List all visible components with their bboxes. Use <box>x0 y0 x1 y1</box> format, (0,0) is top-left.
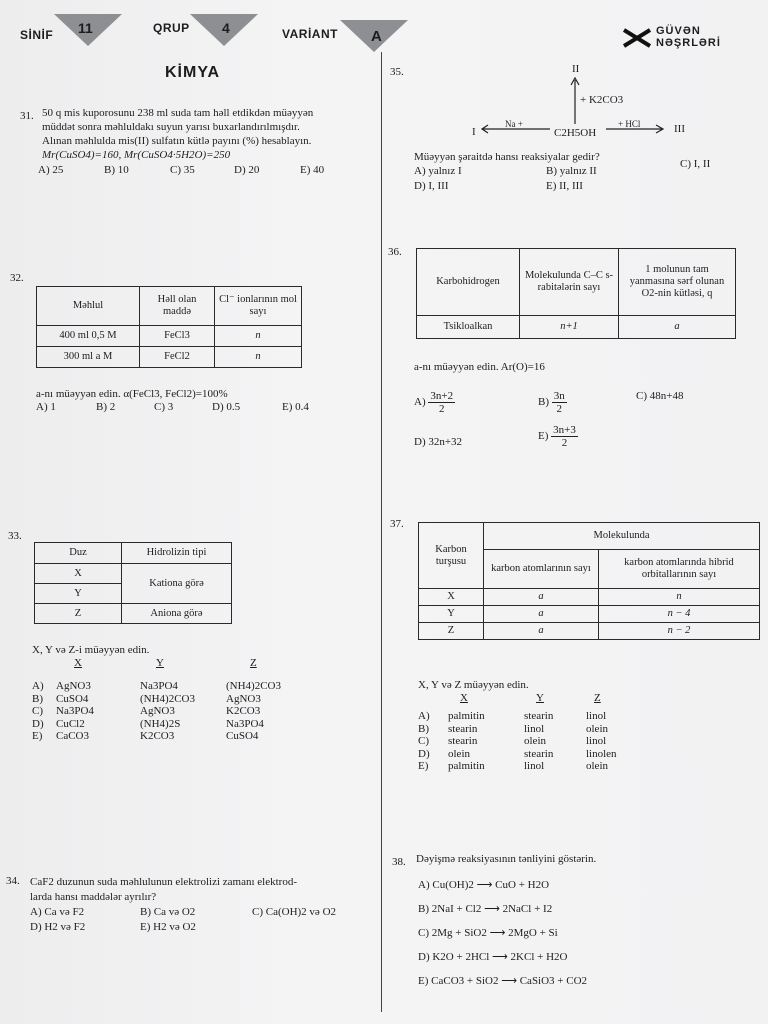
q37-letter[interactable]: C) <box>418 735 429 747</box>
q37-cell: n − 4 <box>599 606 760 623</box>
q37-z-value: linol <box>586 735 607 747</box>
q36-option-b-fraction <box>552 390 567 415</box>
q35-center: C2H5OH <box>554 127 597 139</box>
q33-col-header-z: Z <box>250 657 257 669</box>
q38-option-a[interactable]: A) Cu(OH)2 ⟶ CuO + H2O <box>418 879 550 891</box>
qrup-value: 4 <box>222 20 230 36</box>
q36-table <box>416 248 736 339</box>
q31-number: 31. <box>20 110 34 122</box>
q37-x-value: palmitin <box>448 710 485 722</box>
q38-option-e[interactable]: E) CaCO3 + SiO2 ⟶ CaSiO3 + CO2 <box>418 975 588 987</box>
q33-type-anion: Aniona görə <box>122 604 232 624</box>
q35-right-reagent: + HCl <box>618 119 641 129</box>
q33-row-z: Z <box>35 604 122 624</box>
q37-number: 37. <box>390 518 404 530</box>
brand-line1: GÜVƏN <box>656 25 701 37</box>
q36-cell: n+1 <box>520 316 619 339</box>
q36-option-e[interactable] <box>538 424 578 449</box>
q36-prompt: a-nı müəyyən edin. Ar(O)=16 <box>414 361 545 373</box>
q33-y-value: Na3PO4 <box>140 680 178 692</box>
q37-y-value: stearin <box>524 747 554 760</box>
q33-y-value: K2CO3 <box>140 730 175 742</box>
q32-option-a[interactable]: A) 1 <box>36 401 56 413</box>
q31-line3: Alınan məhlulda mis(II) sulfatın kütlə payını (%) hesablayın. <box>42 135 312 147</box>
q33-row-y: Y <box>35 584 122 604</box>
q35-up-arrow-icon <box>570 76 580 126</box>
q37-z-value: olein <box>586 760 608 772</box>
q33-z-value: K2CO3 <box>226 705 261 717</box>
column-divider <box>381 52 382 1012</box>
q37-cell: X <box>419 589 484 606</box>
q33-letters <box>32 680 44 743</box>
q36-option-a[interactable] <box>414 390 455 415</box>
q37-header-group: Molekulunda <box>484 523 760 550</box>
q37-letter[interactable]: A) <box>418 710 430 722</box>
q32-header-ion: Cl⁻ ionlarının mol sayı <box>215 287 302 326</box>
q33-y-value: (NH4)2CO3 <box>140 692 195 705</box>
q37-header-acid: Karbon turşusu <box>419 523 484 589</box>
q37-x-value: stearin <box>448 735 478 747</box>
q37-col-header-z: Z <box>594 692 601 704</box>
q33-x-value: CaCO3 <box>56 730 89 742</box>
q34-option-b[interactable]: B) Ca və O2 <box>140 906 196 918</box>
q36-option-b[interactable] <box>538 390 567 415</box>
q36-e-num: 3n+3 <box>553 424 576 436</box>
q36-b-num: 3n <box>553 390 565 402</box>
q33-y-value: (NH4)2S <box>140 717 181 730</box>
q33-z-value: CuSO4 <box>226 730 259 742</box>
q37-cell: Z <box>419 623 484 640</box>
q33-row-x: X <box>35 564 122 584</box>
q36-option-e-label: E) <box>538 430 549 443</box>
q36-option-e-fraction <box>551 424 578 449</box>
q31-option-b[interactable]: B) 10 <box>104 164 129 176</box>
q37-header-orbitals: karbon atomlarında hibrid orbitallarının sayı <box>599 550 760 589</box>
subject-title: KİMYA <box>165 64 221 81</box>
q37-cell: n − 2 <box>599 623 760 640</box>
q37-cell: a <box>484 606 599 623</box>
q33-z-value: Na3PO4 <box>226 717 264 730</box>
q32-option-c[interactable]: C) 3 <box>154 401 174 413</box>
q37-x-value: olein <box>448 747 470 760</box>
q37-z-value: linol <box>586 710 607 722</box>
q36-option-a-fraction <box>428 390 455 415</box>
q34-option-c[interactable]: C) Ca(OH)2 və O2 <box>252 906 337 918</box>
q37-cell: a <box>484 623 599 640</box>
q33-letter[interactable]: D) <box>32 717 44 730</box>
q33-z-value: (NH4)2CO3 <box>226 680 281 692</box>
q35-number: 35. <box>390 66 404 78</box>
q32-option-e[interactable]: E) 0.4 <box>282 401 309 413</box>
q36-number: 36. <box>388 246 402 258</box>
q35-option-c[interactable]: C) I, II <box>680 158 711 170</box>
q37-cell: n <box>599 589 760 606</box>
q33-header-type: Hidrolizin tipi <box>122 543 232 564</box>
q36-option-c[interactable]: C) 48n+48 <box>636 390 684 402</box>
q37-z-value: linolen <box>586 747 617 760</box>
q31-line1: 50 q mis kuporosunu 238 ml suda tam həll etdikdən müəyyən <box>42 107 314 119</box>
q34-line1: CaF2 duzunun suda məhlulunun elektrolizi zamanı elektrod- <box>30 876 297 888</box>
q36-header-oxygen: 1 molunun tam yanmasına sərf olunan O2-nin kütləsi, q <box>619 249 736 316</box>
q38-option-d[interactable]: D) K2O + 2HCl ⟶ 2KCl + H2O <box>418 951 568 963</box>
q37-letter[interactable]: E) <box>418 760 429 772</box>
q34-option-d[interactable]: D) H2 və F2 <box>30 921 86 933</box>
q34-line2: larda hansı maddələr ayrılır? <box>30 891 157 903</box>
q31-line4: Mr(CuSO4)=160, Mr(CuSO4·5H2O)=250 <box>42 149 231 161</box>
q37-letter[interactable]: D) <box>418 747 430 760</box>
q33-letter[interactable]: A) <box>32 680 44 692</box>
qrup-label: QRUP <box>153 21 190 35</box>
q35-right-arrow-icon <box>604 124 666 134</box>
q35-option-a[interactable]: A) yalnız I <box>414 165 462 177</box>
q36-option-a-label: A) <box>414 396 426 409</box>
q31-option-a[interactable]: A) 25 <box>38 164 64 176</box>
q35-prompt: Müəyyən şəraitdə hansı reaksiyalar gedir? <box>414 151 600 163</box>
q32-cell: 400 ml 0,5 M <box>37 326 140 347</box>
q38-option-c[interactable]: C) 2Mg + SiO2 ⟶ 2MgO + Si <box>418 927 558 939</box>
q33-letter[interactable]: B) <box>32 692 43 705</box>
q35-option-e[interactable]: E) II, III <box>546 180 583 192</box>
q33-col-header-x: X <box>74 657 82 669</box>
q35-left-arrow-icon <box>480 124 552 134</box>
q36-cell: a <box>619 316 736 339</box>
q33-col-y <box>140 680 195 743</box>
q36-option-d[interactable]: D) 32n+32 <box>414 436 463 448</box>
q37-col-z <box>586 710 617 773</box>
variant-label: VARİANT <box>282 27 338 41</box>
brand-line2: NƏŞRLƏRİ <box>656 37 721 49</box>
q34-number: 34. <box>6 875 20 887</box>
q33-type-cation: Kationa görə <box>122 564 232 604</box>
q37-table <box>418 522 760 640</box>
q32-cell: n <box>215 326 302 347</box>
q32-number: 32. <box>10 272 24 284</box>
q32-cell: 300 ml a M <box>37 347 140 368</box>
q35-option-b[interactable]: B) yalnız II <box>546 165 597 177</box>
q33-header-duz: Duz <box>35 543 122 564</box>
q33-x-value: Na3PO4 <box>56 705 94 717</box>
q37-z-value: olein <box>586 722 608 735</box>
q37-cell: Y <box>419 606 484 623</box>
q38-prompt: Dəyişmə reaksiyasının tənliyini göstərin. <box>416 853 597 865</box>
q36-header-hydrocarbon: Karbohidrogen <box>417 249 520 316</box>
q33-col-z <box>226 680 281 743</box>
q37-col-header-y: Y <box>536 692 544 704</box>
q35-top-reagent: + K2CO3 <box>580 94 624 106</box>
brand-logo-icon <box>622 28 652 48</box>
q32-option-d[interactable]: D) 0.5 <box>212 401 241 413</box>
q32-cell: FeCl3 <box>140 326 215 347</box>
q38-option-b[interactable]: B) 2NaI + Cl2 ⟶ 2NaCl + I2 <box>418 903 553 915</box>
q33-prompt: X, Y və Z-i müəyyən edin. <box>32 644 150 656</box>
q33-col-x <box>56 680 94 743</box>
q33-z-value: AgNO3 <box>226 692 261 705</box>
q32-table <box>36 286 302 368</box>
q34-option-a[interactable]: A) Ca və F2 <box>30 906 85 918</box>
q36-header-bonds: Molekulunda C–C s-rabitələrin sayı <box>520 249 619 316</box>
q38-number: 38. <box>392 856 406 868</box>
q36-cell: Tsikloalkan <box>417 316 520 339</box>
q32-cell: n <box>215 347 302 368</box>
q37-letters <box>418 710 430 773</box>
q36-b-den: 2 <box>556 403 562 415</box>
q37-header-carbons: karbon atomlarının sayı <box>484 550 599 589</box>
q37-y-value: stearin <box>524 710 554 722</box>
q33-letter[interactable]: E) <box>32 730 43 742</box>
q37-x-value: stearin <box>448 722 478 735</box>
q33-y-value: AgNO3 <box>140 705 175 717</box>
q37-prompt: X, Y və Z müəyyən edin. <box>418 679 529 691</box>
q32-prompt: a-nı müəyyən edin. α(FeCl3, FeCl2)=100% <box>36 388 228 400</box>
q32-header-mehlul: Məhlul <box>37 287 140 326</box>
q32-cell: FeCl2 <box>140 347 215 368</box>
sinif-label: SİNİF <box>20 28 54 42</box>
q33-x-value: CuCl2 <box>56 717 85 730</box>
q33-col-header-y: Y <box>156 657 164 669</box>
q37-y-value: olein <box>524 735 546 747</box>
q37-y-value: linol <box>524 760 545 772</box>
variant-value: A <box>371 28 382 45</box>
q36-a-den: 2 <box>438 403 445 415</box>
q33-letter[interactable]: C) <box>32 705 43 717</box>
q37-x-value: palmitin <box>448 760 485 772</box>
q33-number: 33. <box>8 530 22 542</box>
q31-option-d[interactable]: D) 20 <box>234 164 260 176</box>
q32-option-b[interactable]: B) 2 <box>96 401 116 413</box>
q35-left-reagent: Na + <box>505 119 523 129</box>
q37-y-value: linol <box>524 722 545 735</box>
q33-table <box>34 542 232 624</box>
q33-x-value: CuSO4 <box>56 692 89 705</box>
q32-header-maddə: Həll olan maddə <box>140 287 215 326</box>
q36-a-num: 3n+2 <box>430 390 454 402</box>
q35-option-d[interactable]: D) I, III <box>414 180 449 192</box>
q37-col-y <box>524 710 553 773</box>
q31-option-e[interactable]: E) 40 <box>300 164 325 176</box>
q34-option-e[interactable]: E) H2 və O2 <box>140 921 196 933</box>
q35-left-product: I <box>472 126 476 138</box>
q37-letter[interactable]: B) <box>418 722 429 735</box>
q36-option-b-label: B) <box>538 396 549 409</box>
q37-col-x <box>448 710 485 773</box>
sinif-value: 11 <box>78 20 93 36</box>
q36-e-den: 2 <box>561 437 568 449</box>
q33-x-value: AgNO3 <box>56 680 91 692</box>
q35-top-product: II <box>572 63 580 75</box>
q31-line2: müddət sonra məhluldakı suyun yarısı buxarlandırılmışdır. <box>42 121 300 133</box>
q37-col-header-x: X <box>460 692 468 704</box>
q35-right-product: III <box>674 123 685 135</box>
q37-cell: a <box>484 589 599 606</box>
q31-option-c[interactable]: C) 35 <box>170 164 195 176</box>
